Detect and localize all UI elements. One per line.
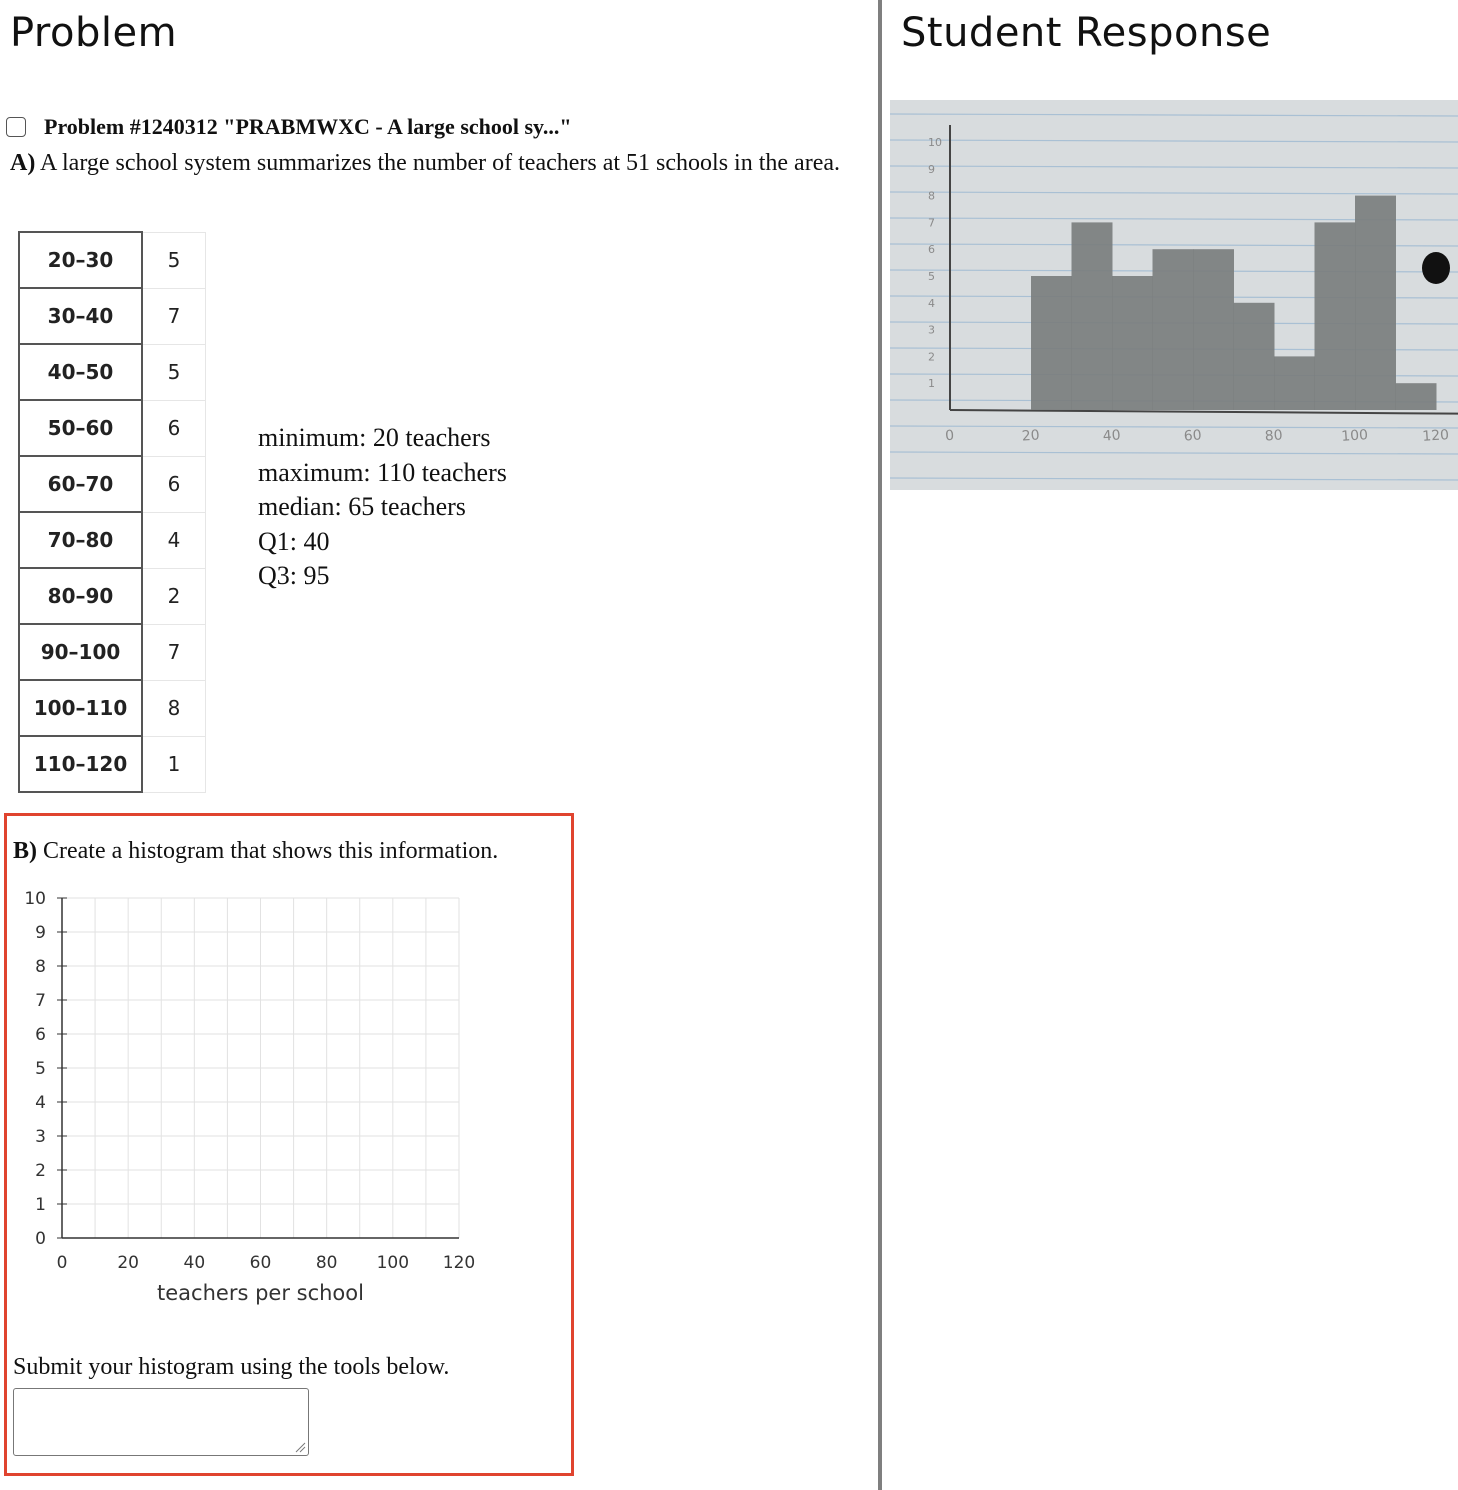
- x-tick-label: 120: [442, 1253, 476, 1273]
- y-tick-label: 5: [35, 1059, 46, 1079]
- table-row: [19, 456, 206, 512]
- student-x-tick-label: 40: [1102, 427, 1122, 445]
- table-cell-range: 50–60: [19, 400, 142, 456]
- table-cell-count: 5: [142, 232, 206, 288]
- student-x-tick-label: 80: [1264, 427, 1284, 445]
- x-tick-label: 60: [249, 1253, 272, 1273]
- student-y-tick-label: 2: [928, 350, 935, 364]
- table-cell-range: 80–90: [19, 568, 142, 624]
- x-tick-label: 100: [376, 1253, 410, 1273]
- student-x-tick-label: 60: [1183, 427, 1203, 445]
- table-cell-range: 30–40: [19, 288, 142, 344]
- table-cell-count: 1: [142, 736, 206, 792]
- student-x-tick-label: 120: [1421, 427, 1450, 445]
- table-cell-range: 70–80: [19, 512, 142, 568]
- table-row: [19, 736, 206, 792]
- student-bar: [1031, 276, 1072, 410]
- table-cell-range: 100–110: [19, 680, 142, 736]
- frequency-table: [18, 231, 206, 793]
- x-tick-label: 0: [56, 1253, 68, 1273]
- student-response-panel: [882, 0, 1458, 1490]
- part-b-section: [4, 813, 574, 1476]
- student-histogram-photo: [890, 100, 1458, 490]
- stat-median: median: 65 teachers: [258, 492, 466, 521]
- student-bar: [1396, 383, 1437, 410]
- part-b-prompt: [13, 838, 498, 865]
- student-y-tick-label: 4: [928, 296, 935, 310]
- y-tick-label: 9: [35, 923, 46, 943]
- y-tick-label: 3: [35, 1127, 46, 1147]
- table-cell-range: 90–100: [19, 624, 142, 680]
- y-tick-label: 6: [35, 1025, 46, 1045]
- problem-checkbox[interactable]: [6, 117, 26, 137]
- table-cell-count: 7: [142, 624, 206, 680]
- student-bar: [1315, 222, 1356, 410]
- student-y-tick-label: 7: [928, 216, 935, 230]
- table-cell-count: 6: [142, 456, 206, 512]
- student-bar: [1112, 276, 1153, 410]
- table-cell-range: 110–120: [19, 736, 142, 792]
- part-a-text: A large school system summarizes the number of teachers at 51 schools in the area.: [35, 150, 840, 176]
- table-row: [19, 400, 206, 456]
- student-y-tick-label: 8: [928, 189, 935, 203]
- x-axis-label: teachers per school: [157, 1281, 364, 1305]
- table-row: [19, 680, 206, 736]
- table-cell-count: 4: [142, 512, 206, 568]
- student-y-tick-label: 3: [928, 323, 935, 337]
- part-a-prompt: [10, 150, 840, 177]
- table-cell-range: 60–70: [19, 456, 142, 512]
- table-cell-count: 2: [142, 568, 206, 624]
- student-y-tick-label: 9: [928, 162, 935, 176]
- student-x-tick-label: 20: [1021, 427, 1041, 445]
- student-x-tick-label: 100: [1340, 427, 1369, 445]
- y-tick-label: 8: [35, 957, 46, 977]
- student-bar: [1355, 196, 1396, 410]
- y-tick-label: 0: [35, 1229, 46, 1249]
- y-tick-label: 7: [35, 991, 46, 1011]
- student-response-title: Student Response: [901, 10, 1272, 56]
- student-bar: [1193, 249, 1234, 410]
- part-b-label: B): [13, 838, 37, 864]
- table-row: [19, 288, 206, 344]
- answer-textarea[interactable]: [13, 1388, 309, 1456]
- x-tick-label: 20: [117, 1253, 139, 1273]
- problem-title: Problem #1240312 "PRABMWXC - A large school sy...": [44, 114, 572, 139]
- student-bar: [1072, 222, 1113, 410]
- problem-header: [6, 114, 572, 140]
- submit-instructions: Submit your histogram using the tools below.: [13, 1354, 450, 1380]
- table-row: [19, 624, 206, 680]
- table-cell-count: 5: [142, 344, 206, 400]
- stat-maximum: maximum: 110 teachers: [258, 457, 507, 487]
- student-bar: [1153, 249, 1194, 410]
- table-row: [19, 344, 206, 400]
- table-cell-range: 20–30: [19, 232, 142, 288]
- student-y-tick-label: 1: [928, 377, 935, 391]
- student-bar: [1274, 356, 1315, 410]
- table-row: [19, 568, 206, 624]
- student-x-tick-label: 0: [944, 427, 955, 445]
- student-y-tick-label: 5: [928, 270, 935, 283]
- y-tick-label: 4: [35, 1093, 46, 1113]
- blank-histogram-grid: [7, 816, 571, 1336]
- summary-stats: [258, 421, 507, 594]
- resize-handle-icon[interactable]: [294, 1441, 306, 1453]
- y-tick-label: 1: [35, 1195, 46, 1215]
- table-cell-count: 8: [142, 680, 206, 736]
- stat-q1: Q1: 40: [258, 526, 330, 556]
- pen-dot: [1422, 252, 1450, 284]
- table-row: [19, 512, 206, 568]
- problem-panel-title: Problem: [10, 10, 178, 56]
- table-cell-count: 7: [142, 288, 206, 344]
- table-cell-count: 6: [142, 400, 206, 456]
- table-row: [19, 232, 206, 288]
- student-bar: [1234, 303, 1275, 410]
- student-y-tick-label: 10: [928, 136, 942, 149]
- table-cell-range: 40–50: [19, 344, 142, 400]
- x-tick-label: 80: [315, 1253, 338, 1273]
- part-a-label: A): [10, 150, 36, 176]
- stat-q3: Q3: 95: [258, 561, 330, 590]
- stat-minimum: minimum: 20 teachers: [258, 423, 491, 452]
- y-tick-label: 2: [35, 1161, 46, 1181]
- y-tick-label: 10: [24, 889, 46, 909]
- student-y-tick-label: 6: [928, 243, 935, 257]
- part-b-text: Create a histogram that shows this information.: [37, 838, 499, 864]
- x-tick-label: 40: [183, 1253, 206, 1273]
